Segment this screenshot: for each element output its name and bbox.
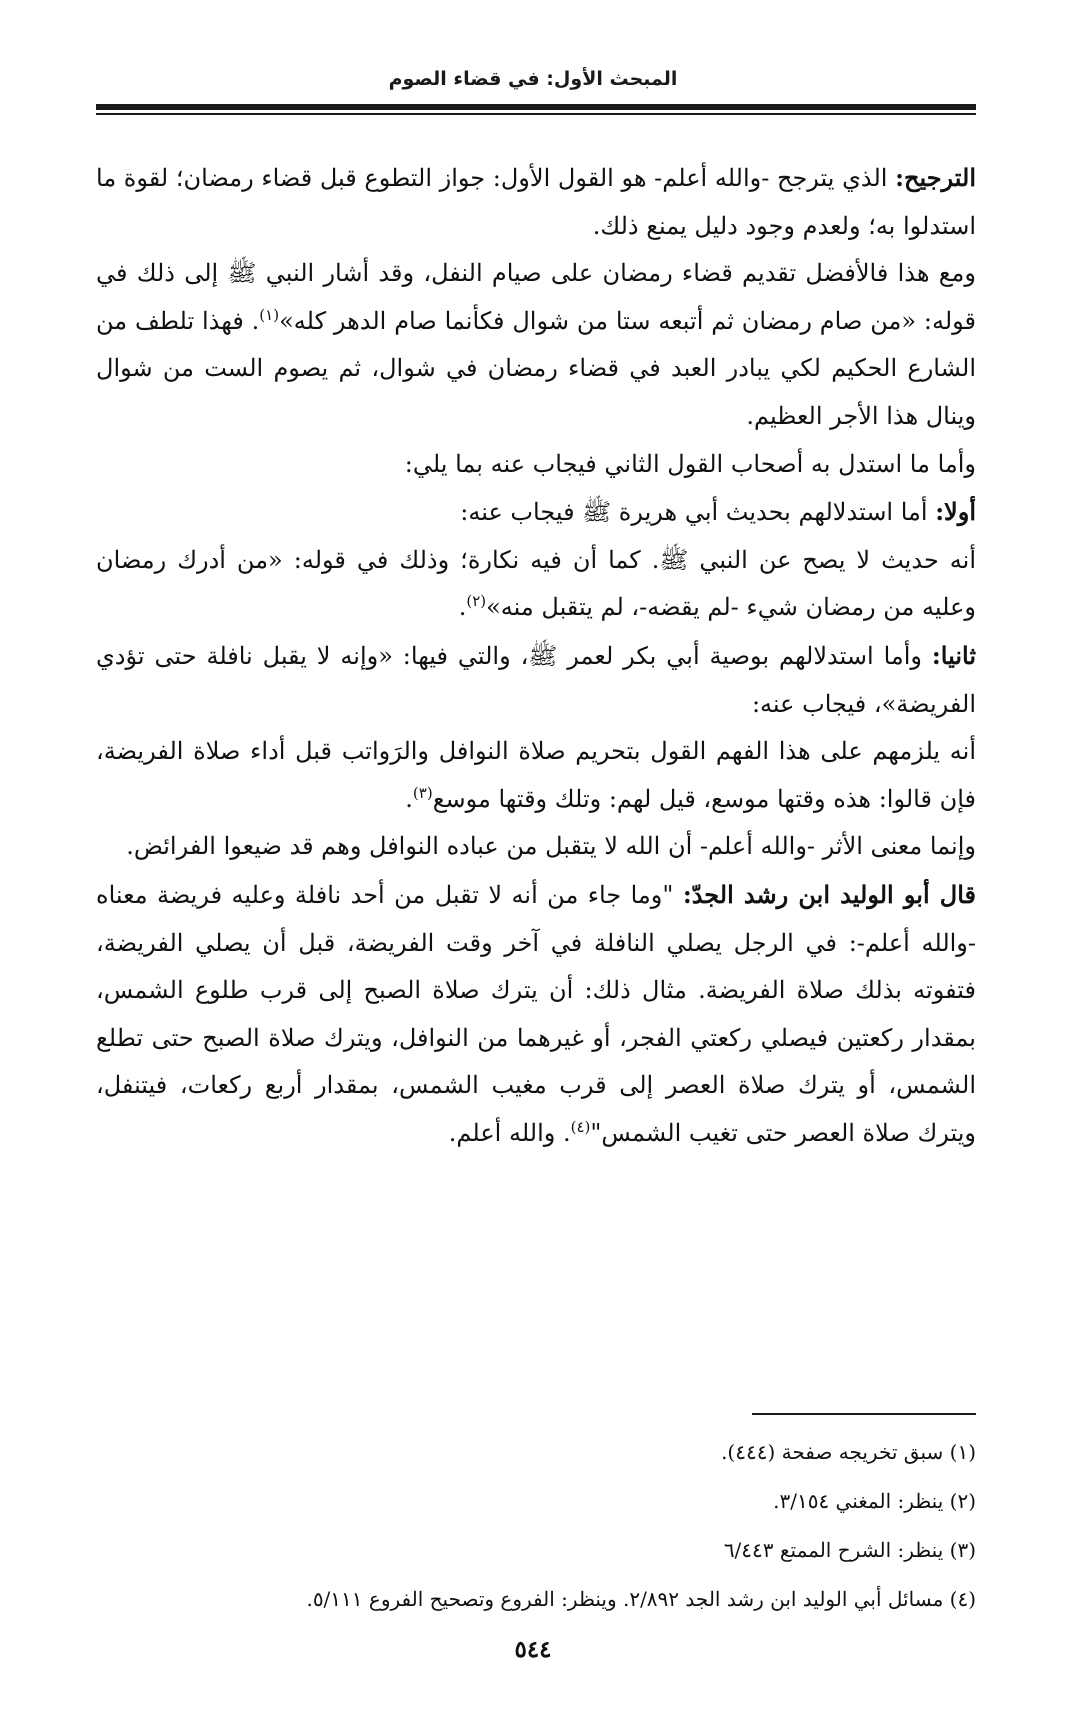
paragraph-text: . فهذا تلطف من الشارع الحكيم لكي يبادر العبد في قضاء رمضان في شوال، ثم يصوم الست من شوال وينال هذا الأجر العظيم.: [96, 306, 976, 430]
paragraph-response-intro: [96, 441, 976, 489]
paragraph-text: . والله أعلم.: [448, 1118, 571, 1147]
footnote-item: (١) سبق تخريجه صفحة (٤٤٤).: [721, 1440, 976, 1464]
body-text: [96, 154, 976, 1157]
paragraph-text: أما استدلالهم بحديث أبي هريرة ﷺ فيجاب عنه:: [460, 498, 936, 527]
paragraph-first: [96, 488, 976, 537]
footnote-item: (٢) ينظر: المغني ٣/١٥٤.: [773, 1489, 976, 1513]
paragraph-ibn-rushd: [96, 871, 976, 1158]
paragraph-text: وإنما معنى الأثر -والله أعلم- أن الله لا يتقبل من عباده النوافل وهم قد ضيعوا الفرائض.: [126, 832, 976, 861]
footnote-marker[interactable]: (٤): [570, 1117, 591, 1136]
footnote-marker[interactable]: (٣): [412, 783, 433, 802]
header-rule-thin: [96, 113, 976, 115]
paragraph-nawafil: [96, 728, 976, 823]
footnote-marker[interactable]: (٢): [466, 592, 487, 611]
paragraph-text: ومع هذا فالأفضل تقديم قضاء رمضان على صيام النفل، وقد أشار النبي ﷺ إلى ذلك في قوله: «من صام رمضان ثم أتبعه ستا من شوال فكأنما صام الدهر كله»: [96, 259, 976, 335]
footnote-item: (٣) ينظر: الشرح الممتع ٦/٤٤٣: [723, 1538, 976, 1562]
footnotes: [96, 1428, 976, 1624]
paragraph-tarjih: [96, 154, 976, 250]
paragraph-text: أنه يلزمهم على هذا الفهم القول بتحريم صلاة النوافل والرَواتب قبل أداء صلاة الفريضة، فإن قالوا: هذه وقتها موسع، قيل لهم: وتلك وقتها موسع: [96, 737, 976, 813]
paragraph-lead: ثانيا:: [931, 640, 976, 670]
footnote-separator: [752, 1413, 976, 1415]
paragraph-text: "وما جاء من أنه لا تقبل من أحد نافلة وعليه فريضة معناه -والله أعلم-: في الرجل يصلي النافلة في آخر وقت الفريضة، قبل أن يصلي الفريضة، فتفوته بذلك صلاة الفريضة. مثال ذلك: أن يترك صلاة الصبح إلى قرب طلوع الشمس، بمقدار ركعتين فيصلي ركعتي الفجر، أو غيرهما من النوافل، ويترك صلاة الصبح حتى تطلع الشمس، أو يترك صلاة العصر إلى قرب مغيب الشمس، بمقدار أربع ركعات، فيتنفل، ويترك صلاة العصر حتى تغيب الشمس": [96, 880, 976, 1147]
paragraph-text: الذي يترجح -والله أعلم- هو القول الأول: جواز التطوع قبل قضاء رمضان؛ لقوة ما استدلوا به؛ ولعدم وجود دليل يمنع ذلك.: [96, 164, 976, 240]
paragraph-text: .: [458, 593, 467, 622]
paragraph-hadith: [96, 537, 976, 632]
running-header: المبحث الأول: في قضاء الصوم: [388, 68, 678, 90]
paragraph-athar-meaning: [96, 823, 976, 871]
paragraph-text: وأما استدلالهم بوصية أبي بكر لعمر ﷺ، والتي فيها: «وإنه لا يقبل نافلة حتى تؤدي الفريضة»، فيجاب عنه:: [96, 641, 976, 718]
paragraph-text: أنه حديث لا يصح عن النبي ﷺ. كما أن فيه نكارة؛ وذلك في قوله: «من أدرك رمضان وعليه من رمضان شيء -لم يقضه-، لم يتقبل منه»: [96, 545, 976, 622]
header-rule-thick: [96, 104, 976, 110]
footnote-item: (٤) مسائل أبي الوليد ابن رشد الجد ٢/٨٩٢. وينظر: الفروع وتصحيح الفروع ٥/١١١.: [306, 1587, 976, 1611]
paragraph-afdal: [96, 250, 976, 440]
paragraph-text: وأما ما استدل به أصحاب القول الثاني فيجاب عنه بما يلي:: [404, 449, 976, 478]
page-number: ٥٤٤: [514, 1636, 552, 1663]
paragraph-lead: الترجيح:: [895, 163, 976, 192]
paragraph-lead: أولا:: [935, 497, 976, 527]
footnote-marker[interactable]: (١): [259, 305, 280, 324]
paragraph-second: [96, 632, 976, 728]
paragraph-text: .: [405, 784, 413, 813]
paragraph-lead: قال أبو الوليد ابن رشد الجدّ:: [682, 879, 976, 909]
